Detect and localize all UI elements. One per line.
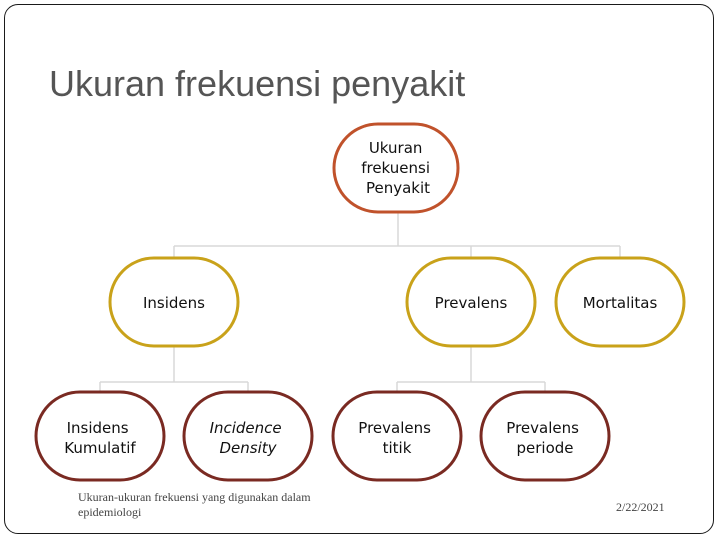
node-prevalens-titik-line-2: titik: [382, 439, 412, 457]
node-incidence-density-line-1: Incidence: [209, 419, 282, 437]
node-prevalens-titik: [333, 392, 461, 480]
node-prevalens-titik-line-1: Prevalens: [358, 419, 431, 437]
node-insidens-label: Insidens: [143, 294, 205, 312]
slide-date: 2/22/2021: [616, 500, 665, 514]
node-insidens-kumulatif-line-2: Kumulatif: [64, 439, 136, 457]
node-prevalens-periode: [481, 392, 609, 480]
node-incidence-density-line-2: Density: [219, 439, 277, 457]
svg-text:Ukuran frekuensi P: [361, 139, 435, 197]
root-line-3: Penyakit: [365, 179, 431, 197]
node-prevalens: [407, 258, 535, 346]
node-root-ukuran-frekuensi-penyakit: [334, 124, 458, 212]
root-line-1: Ukuran: [368, 139, 423, 157]
node-prevalens-label: Prevalens: [434, 294, 508, 312]
node-insidens: [110, 258, 238, 346]
node-mortalitas: [556, 258, 684, 346]
node-insidens-kumulatif-line-1: Insidens: [66, 419, 129, 437]
node-insidens-kumulatif: [36, 392, 164, 480]
node-mortalitas-label: Mortalitas: [582, 294, 658, 312]
slide-title: Ukuran frekuensi penyakit: [49, 63, 466, 104]
slide-caption: Ukuran-ukuran frekuensi yang digunakan dalam epidemiologi: [78, 490, 311, 519]
node-prevalens-periode-line-2: periode: [516, 439, 574, 457]
root-line-2: frekuensi: [361, 159, 431, 177]
node-prevalens-periode-line-1: Prevalens: [506, 419, 579, 437]
node-incidence-density: [184, 392, 312, 480]
